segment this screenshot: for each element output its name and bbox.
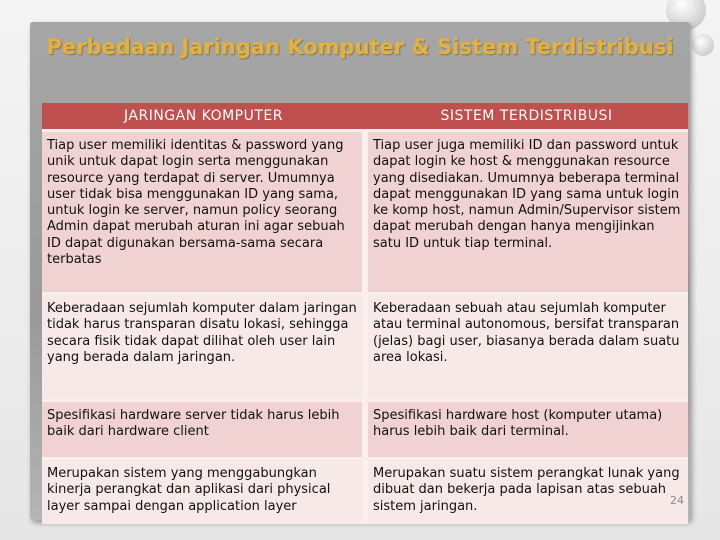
table-row (42, 459, 688, 525)
decorative-circle (692, 34, 714, 56)
slide-title: Perbedaan Jaringan Komputer & Sistem Terdistribusi (46, 35, 674, 59)
table-header-row (42, 103, 688, 131)
table-cell: Keberadaan sebuah atau sejumlah komputer atau terminal autonomous, bersifat transparan (jelas) bagi user, biasanya berada dalam suatu area lokasi. (365, 294, 688, 401)
table-cell: Keberadaan sejumlah komputer dalam jaringan tidak harus transparan disatu lokasi, sehingga secara fisik tidak dapat dilihat oleh user lain yang berada dalam jaringan. (42, 294, 365, 401)
table-cell: Merupakan suatu sistem perangkat lunak yang dibuat dan bekerja pada lapisan atas sebuah sistem jaringan. (365, 459, 688, 525)
table-cell: Spesifikasi hardware host (komputer utama) harus lebih baik dari terminal. (365, 401, 688, 459)
table-row (42, 131, 688, 294)
column-header-jaringan-komputer: JARINGAN KOMPUTER (42, 103, 365, 131)
table-cell: Merupakan sistem yang menggabungkan kinerja perangkat dan aplikasi dari physical layer sampai dengan application layer (42, 459, 365, 525)
column-header-sistem-terdistribusi: SISTEM TERDISTRIBUSI (365, 103, 688, 131)
table-row (42, 401, 688, 459)
table-cell: Spesifikasi hardware server tidak harus lebih baik dari hardware client (42, 401, 365, 459)
page-number: 24 (670, 494, 684, 507)
table-cell: Tiap user juga memiliki ID dan password untuk dapat login ke host & menggunakan resource yang disediakan. Umumnya beberapa terminal dapat menggunakan ID yang sama untuk login ke komp host, namun Admin/Supervisor sistem dapat merubah dengan hanya mengijinkan satu ID untuk tiap terminal. (365, 131, 688, 294)
table-cell: Tiap user memiliki identitas & password yang unik untuk dapat login serta menggunakan resource yang terdapat di server. Umumnya user tidak bisa menggunakan ID yang sama, untuk login ke server, namun policy seorang Admin dapat merubah aturan ini agar sebuah ID dapat digunakan bersama-sama secara terbatas (42, 131, 365, 294)
table-row (42, 294, 688, 401)
comparison-table (42, 103, 688, 524)
